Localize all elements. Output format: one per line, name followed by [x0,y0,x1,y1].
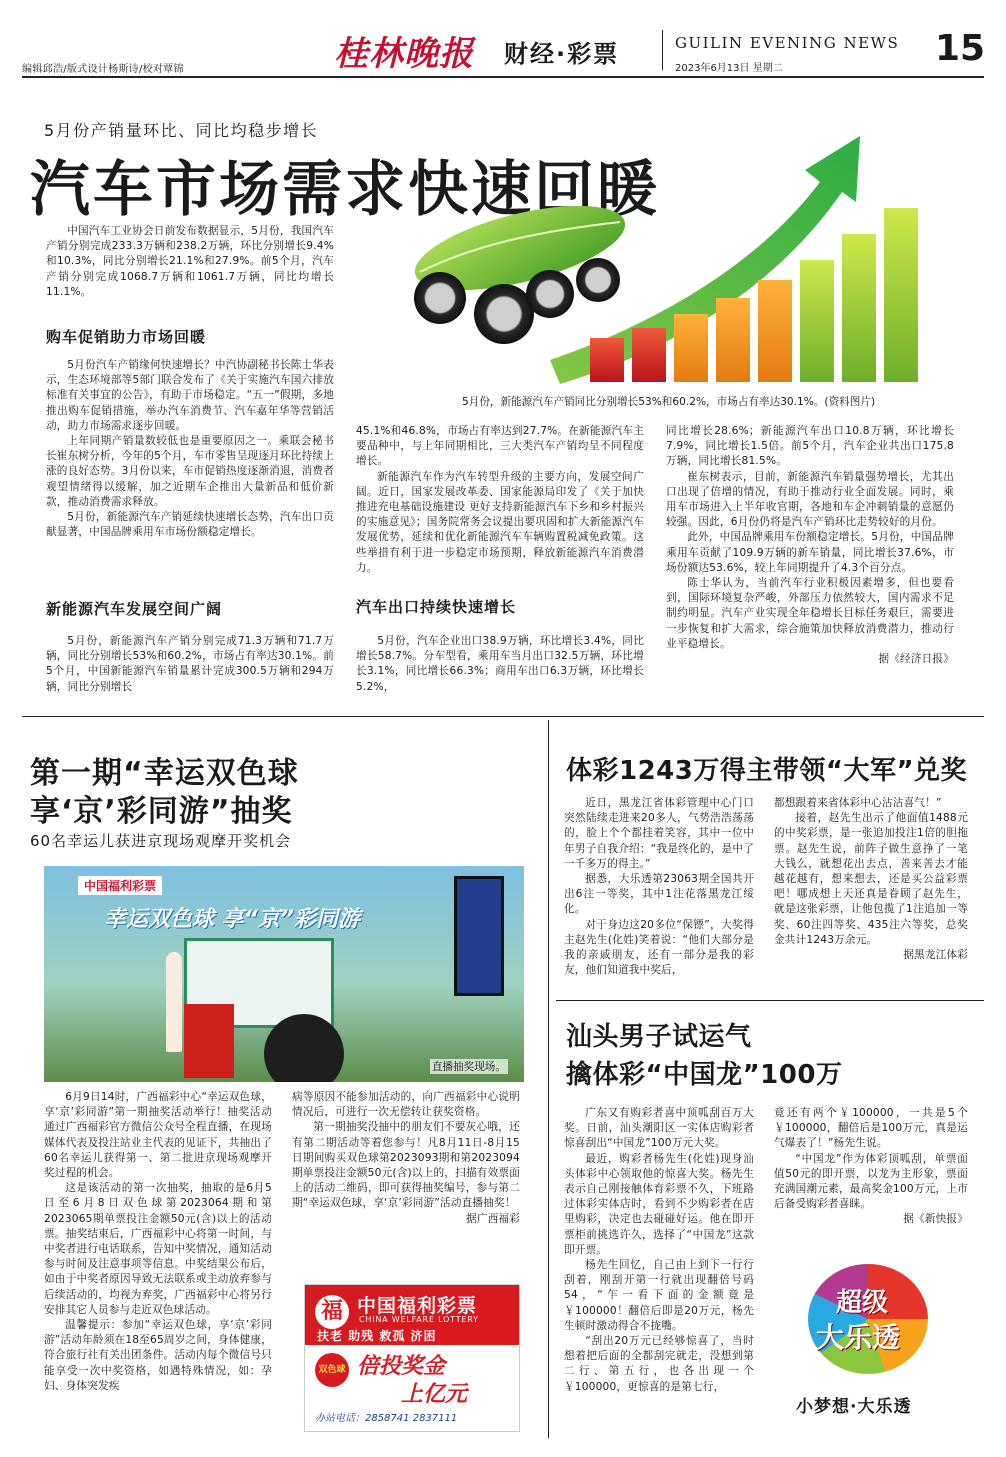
car-growth-illustration [400,122,990,394]
photo-banner: 幸运双色球 享“京”彩同游 [104,907,360,932]
ad-brand-cn: 中国福利彩票 [357,1295,478,1317]
shantou-column-1 [564,1106,754,1395]
photo-display-stand [454,876,504,996]
welfare-logo-icon: 福 [315,1295,349,1329]
paragraph: 5月份，新能源汽车产销分别完成71.3万辆和71.7万辆，同比分别增长53%和60.2%，市场占有率达30.1%。前5个月，中国新能源汽车销量累计完成300.5万辆和294万辆，同比分别增长 [46,635,334,693]
main-column-1 [46,358,334,540]
article-lead [46,224,334,300]
paragraph: 新能源汽车作为汽车转型升级的主要方向，发展空间广阔。近日，国家发展改革委、国家能源局印发了《关于加快推进充电基础设施建设 更好支持新能源汽车下乡和乡村振兴的实施意见》；国务院常务会议提出要巩固和扩大新能源汽车发展优势，延续和优化新能源汽车车辆购置税减免政策。这些举措有利于进一步稳定市场预期，释放新能源汽车消费潜力。 [356,470,644,574]
paragraph: 崔东树表示，目前，新能源汽车销量强势增长，尤其出口出现了倍增的情况，有助于推动行业全面发展。同时，乘用车市场进入上半年收官期，各地和车企冲刺销量的意愿仍较强。因此，6月份仍将是汽车产销环比走势较好的月份。 [666,470,954,529]
sports-source: 据黑龙江体彩 [903,949,968,962]
ad-header [305,1285,519,1345]
paragraph: 陈士华认为，当前汽车行业积极因素增多，但也要看到，国际环境复杂严峻，外部压力依然较大，国内需求不足制约明显。汽车产业实现全年稳增长目标任务艰巨，需要进一步恢复和扩大需求，综合施策加快释放消费潜力，推动行业平稳增长。 [666,577,954,650]
paragraph: 5月份，汽车企业出口38.9万辆，环比增长3.4%，同比增长58.7%。分车型看，乘用车当月出口32.5万辆，环比增长3.1%，同比增长66.3%；商用车出口6.3万辆，环比增长5.2%， [356,635,644,693]
column-divider [548,720,549,1438]
super-lotto-logo [790,1260,970,1420]
paragraph: 对于身边这20多位“保镖”，大奖得主赵先生(化姓)笑着说：“他们大部分是我的亲戚朋友，还有一部分是我的彩友，他们知道我中奖后， [564,918,754,977]
logo-text-2: 大乐透 [816,1321,901,1354]
section-name: 财经·彩票 [504,40,620,68]
paragraph: 温馨提示：参加“幸运双色球，享‘京’彩同游”活动年龄须在18至65周岁之间，身体健康，符合旅行社有关出团条件。活动内每个微信号只能享受一次中奖资格，如遇特殊情况，如：孕妇、身体突发疾 [44,1319,272,1392]
issue-date: 2023年6月13日 星期二 [675,63,783,74]
logo-text-1: 超级 [836,1288,889,1318]
masthead [0,0,1006,80]
paragraph: 上年同期产销量数较低也是重要原因之一。乘联会秘书长崔东树分析，今年的5个月，车市零售呈现逐月环比持续上涨的良好态势。3月份以来，车市促销热度逐渐消退，消费者观望情绪得以缓解，加之近期车企推出大量新品和低价新款，推动消费需求释放。 [46,435,334,508]
paragraph: 第一期抽奖没抽中的朋友们不要灰心哦，还有第二期活动等着您参与！凡8月11日-8月15日期间购买双色球第2023093期和第2023094期单票投注金额50元(含)以上的，扫描有效票面上的活动二维码，即可获得抽奖编号，参与第二期“幸运双色球，享‘京’彩同游”活动直播抽奖！ [292,1121,520,1210]
shantou-headline-1: 汕头男子试运气 [566,1022,752,1052]
ad-brand-en: CHINA WELFARE LOTTERY [359,1315,479,1324]
paragraph: 都想跟着来省体彩中心沾沾喜气！” [774,797,942,809]
paragraph: 同比增长28.6%；新能源汽车出口10.8万辆，环比增长7.9%，同比增长1.5倍。前5个月，汽车企业共出口175.8万辆，同比增长81.5%。 [666,425,954,468]
ad-promo-line2: 上亿元 [401,1382,468,1407]
paragraph: 广东又有购彩者喜中顶呱刮百万大奖。日前，汕头潮阳区一实体店购彩者惊喜刮出“中国龙”100万元大奖。 [564,1107,754,1150]
subhead-nev: 新能源汽车发展空间广阔 [46,600,223,618]
paragraph: 杨先生回忆，自己由上到下一行行刮着，刚刮开第一行就出现翻倍号码54，“乍一看下面的金额竟是￥100000！翻倍后即是20万元，杨先生顿时激动得合不拢嘴。 [564,1259,754,1332]
ad-phone-label: 办站电话： [315,1413,365,1424]
ad-promo-line1: 倍投奖金 [357,1354,446,1379]
paragraph: 接着，赵先生出示了他面值1488元的中奖彩票，是一张追加投注1倍的胆拖票。赵先生说，前阵子做生意挣了一笔大钱么，就想花出去点，善来善去才能越花越有，想来想去，还是买公益彩票吧！哪成想上天还真是眷顾了赵先生，就是这张彩票，让他包揽了1注追加一等奖、60注四等奖、435注六等奖，总奖金共计1243万余元。 [774,812,968,946]
section-divider [22,716,984,717]
editor-credits: 编辑邱浩/版式设计杨斯诗/校对覃锦 [22,64,184,75]
paragraph: 6月9日14时，广西福彩中心“幸运双色球，享‘京’彩同游”第一期抽奖活动举行！抽奖活动通过广西福彩官方微信公众号全程直播，在现场媒体代表及投注站业主代表的见证下，共抽出了60名幸运儿获得第一、第二批进京现场观摩开奖过程的机会。 [44,1091,272,1180]
welfare-subhead: 60名幸运儿获进京现场观摩开奖机会 [30,832,292,850]
paragraph: 45.1%和46.8%，市场占有率达到27.7%。在新能源汽车主要品种中，与上年同期相比，三大类汽车产销均呈不同程度增长。 [356,425,644,468]
shantou-column-2 [774,1106,968,1228]
main-column-2b [356,634,644,695]
sports-column-1 [564,796,754,978]
main-column-3 [666,424,954,667]
article-source: 据《经济日报》 [878,653,954,666]
welfare-headline-1: 第一期“幸运双色球 [30,756,299,791]
ad-slogan: 扶老 助残 救孤 济困 [317,1329,437,1343]
welfare-headline-2: 享‘京’彩同游”抽奖 [30,794,293,829]
illustration-caption: 5月份，新能源汽车产销同比分别增长53%和60.2%，市场占有率达30.1%。(资料图片) [462,396,876,408]
subhead-export: 汽车出口持续快速增长 [356,598,517,616]
article-kicker: 5月份产销量环比、同比均稳步增长 [44,121,319,140]
photo-presenter [166,952,182,1052]
photo-podium [184,1004,234,1078]
masthead-rule [22,76,984,78]
paragraph: 这是该活动的第一次抽奖，抽取的是6月5日至6月8日双色球第2023064期和第2023065期单票投注金额50元(含)以上的活动票。抽奖结束后，广西福彩中心将第一时间，与中奖者进行电话联系，告知中奖情况，通知活动参与时间及注意事项等信息。中奖结果公布后，如由于中奖者原因导致无法联系或主动放弃参与后续活动的，均视为弃奖，广西福彩中心将另行安排其它人员参与走近双色球活动。 [44,1182,272,1316]
paragraph: 5月份汽车产销缘何快速增长？中汽协副秘书长陈士华表示，生态环境部等5部门联合发布了《关于实施汽车国六排放标准有关事宜的公告》，有助于市场稳定。“五一”假期，多地推出购车促销措施，举办汽车消费节、汽车嘉年华等营销活动，助力市场需求逐步回暖。 [46,359,334,432]
ad-phone-row [315,1409,457,1424]
welfare-column-2 [292,1090,520,1227]
paragraph: “刮出20万元已经够惊喜了，当时想着把后面的全都刮完就走，没想到第二行、第五行，也各出现一个￥100000，更惊喜的是第七行， [564,1335,754,1393]
logo-slogan: 小梦想·大乐透 [796,1397,912,1417]
sports-headline: 体彩1243万得主带领“大军”兑奖 [566,756,968,786]
english-paper-name: GUILIN EVENING NEWS [675,34,900,52]
paragraph: 病等原因不能参加活动的，向广西福彩中心说明情况后，可进行一次无偿转让获奖资格。 [292,1091,520,1119]
paragraph: 最近，购彩者杨先生(化姓)现身汕头体彩中心领取他的惊喜大奖。杨先生表示自己刚接触体育彩票不久，下班路过体彩实体店时，看到不少购彩者在店里购彩，决定也去碰碰好运。他在即开票柜前挑选许久，选择了“中国龙”这款即开票。 [564,1152,754,1256]
ad-phone-number: 2858741 2837111 [365,1413,458,1424]
welfare-lottery-ad [304,1284,520,1432]
sports-column-2 [774,796,968,963]
paragraph: 竟还有两个￥100000，一共是5个￥100000，翻倍后是100万元，真是运气爆表了！”杨先生说。 [774,1107,968,1150]
paragraph: 此外，中国品牌乘用车份额稳定增长。5月份，中国品牌乘用车贡献了109.9万辆的新车销量，同比增长37.6%，市场份额达53.6%，较上年同期提升了4.3个百分点。 [666,531,954,574]
ad-badge: 双色球 [315,1353,349,1387]
paper-name: 桂林晚报 [334,34,474,74]
welfare-column-1 [44,1090,272,1394]
shantou-headline-2: 擒体彩“中国龙”100万 [566,1060,843,1090]
paragraph: “中国龙”作为体彩顶呱刮，单票面值50元的即开票，以龙为主形象，票面充满国潮元素，最高奖金100万元，上市后备受购彩者喜睐。 [774,1152,968,1211]
photo-caption: 直播抽奖现场。 [431,1061,506,1073]
bar-growth-graphic [400,122,990,394]
photo-logo: 中国福利彩票 [78,876,162,895]
page-number: 15 [935,28,986,69]
right-divider [556,1000,984,1001]
article-headline: 汽车市场需求快速回暖 [30,155,660,225]
paragraph: 据悉，大乐透第23063期全国共开出6注一等奖，其中1注花落黑龙江绥化。 [564,873,754,916]
draw-event-photo [44,866,524,1082]
masthead-divider [662,30,663,70]
paragraph: 近日，黑龙江省体彩管理中心门口突然陆续走进来20多人，气势浩浩荡荡的，脸上个个都挂着笑容，其中一位中年男子自我介绍：“我是终化的，是中了一千多万的得主。” [564,797,754,870]
welfare-source: 据广西福彩 [466,1212,520,1225]
subhead-promotion: 购车促销助力市场回暖 [46,328,207,346]
main-column-1b [46,634,334,695]
paragraph: 5月份，新能源汽车产销延续快速增长态势，汽车出口贡献显著，中国品牌乘用车市场份额稳定增长。 [46,511,334,539]
shantou-source: 据《新快报》 [903,1213,968,1226]
lead-paragraph: 中国汽车工业协会日前发布数据显示，5月份，我国汽车产销分别完成233.3万辆和238.2万辆，环比分别增长9.4%和10.3%，同比分别增长21.1%和27.9%。前5个月，汽车产销分别完成1068.7万辆和1061.7万辆，同比均增长11.1%。 [46,225,334,298]
main-column-2 [356,424,644,576]
